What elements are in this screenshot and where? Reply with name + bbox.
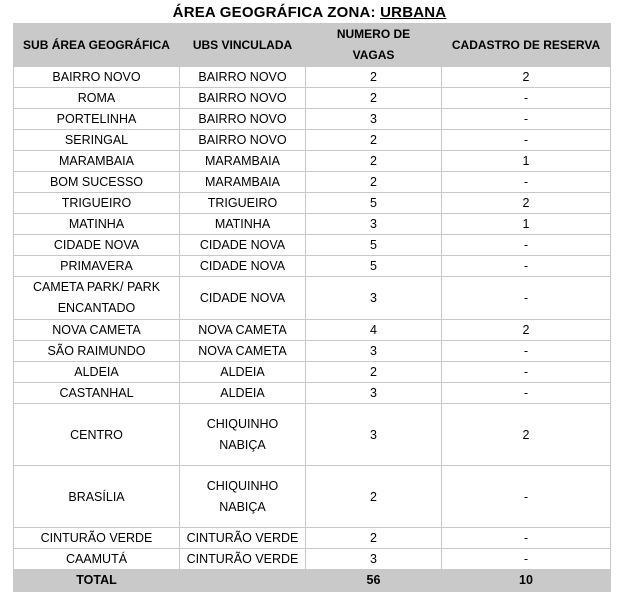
cell-sub-area: BOM SUCESSO: [14, 172, 180, 193]
table-row: [14, 193, 611, 214]
cell-sub-area-text: CAMETA PARK/ PARK ENCANTADO: [32, 280, 161, 315]
cell-ubs: CINTURÃO VERDE: [180, 528, 306, 549]
cell-ubs: MARAMBAIA: [180, 151, 306, 172]
total-row: [14, 570, 611, 592]
cell-ubs: ALDEIA: [180, 362, 306, 383]
cell-sub-area: SERINGAL: [14, 130, 180, 151]
cell-reserva: -: [442, 341, 611, 362]
table-row: [14, 362, 611, 383]
cell-sub-area: SÃO RAIMUNDO: [14, 341, 180, 362]
cell-ubs: CIDADE NOVA: [180, 256, 306, 277]
cell-ubs: MARAMBAIA: [180, 172, 306, 193]
cell-sub-area: MATINHA: [14, 214, 180, 235]
cell-reserva: 1: [442, 151, 611, 172]
cell-sub-area: [14, 277, 180, 320]
cell-sub-area: BRASÍLIA: [14, 466, 180, 528]
table-row: [14, 549, 611, 570]
table-row: [14, 88, 611, 109]
cell-sub-area: TRIGUEIRO: [14, 193, 180, 214]
cell-ubs: NOVA CAMETA: [180, 341, 306, 362]
table-row: [14, 528, 611, 549]
cell-sub-area: CIDADE NOVA: [14, 235, 180, 256]
cell-ubs: CIDADE NOVA: [180, 277, 306, 320]
header-vagas: [306, 24, 442, 67]
table-row: [14, 466, 611, 528]
table-row: [14, 172, 611, 193]
cell-sub-area: PRIMAVERA: [14, 256, 180, 277]
cell-ubs: TRIGUEIRO: [180, 193, 306, 214]
header-vagas-text: NUMERO DE VAGAS: [336, 27, 411, 62]
cell-sub-area: CAAMUTÁ: [14, 549, 180, 570]
table-row: [14, 256, 611, 277]
cell-reserva: -: [442, 172, 611, 193]
cell-vagas: 3: [306, 383, 442, 404]
cell-reserva: -: [442, 466, 611, 528]
cell-ubs: ALDEIA: [180, 383, 306, 404]
cell-sub-area: PORTELINHA: [14, 109, 180, 130]
cell-reserva: -: [442, 130, 611, 151]
cell-ubs: BAIRRO NOVO: [180, 109, 306, 130]
title-zone: URBANA: [380, 4, 447, 21]
table-row: [14, 341, 611, 362]
cell-reserva: -: [442, 383, 611, 404]
cell-vagas: 2: [306, 466, 442, 528]
table-row: [14, 67, 611, 88]
cell-sub-area: CASTANHAL: [14, 383, 180, 404]
cell-vagas: 2: [306, 67, 442, 88]
table-row: [14, 383, 611, 404]
cell-reserva: -: [442, 109, 611, 130]
cell-vagas: 2: [306, 528, 442, 549]
cell-reserva: -: [442, 528, 611, 549]
cell-vagas: 2: [306, 88, 442, 109]
cell-vagas: 2: [306, 362, 442, 383]
cell-vagas: 5: [306, 193, 442, 214]
table-row: [14, 151, 611, 172]
table-header-row: [14, 24, 611, 67]
table-row: [14, 235, 611, 256]
cell-reserva: -: [442, 235, 611, 256]
header-ubs: UBS VINCULADA: [180, 24, 306, 67]
cell-sub-area: ALDEIA: [14, 362, 180, 383]
cell-reserva: 2: [442, 404, 611, 466]
cell-vagas: 4: [306, 320, 442, 341]
cell-vagas: 5: [306, 235, 442, 256]
header-sub-area: SUB ÁREA GEOGRÁFICA: [14, 24, 180, 67]
cell-ubs: NOVA CAMETA: [180, 320, 306, 341]
cell-ubs: BAIRRO NOVO: [180, 67, 306, 88]
cell-ubs: [180, 466, 306, 528]
cell-reserva: -: [442, 362, 611, 383]
cell-vagas: 2: [306, 151, 442, 172]
total-ubs: [180, 570, 306, 592]
cell-sub-area: MARAMBAIA: [14, 151, 180, 172]
cell-vagas: 3: [306, 404, 442, 466]
table-row: [14, 109, 611, 130]
table-row: [14, 320, 611, 341]
cell-reserva: 2: [442, 67, 611, 88]
cell-vagas: 3: [306, 277, 442, 320]
cell-sub-area: BAIRRO NOVO: [14, 67, 180, 88]
cell-sub-area: CENTRO: [14, 404, 180, 466]
cell-sub-area: CINTURÃO VERDE: [14, 528, 180, 549]
table-row: [14, 130, 611, 151]
cell-ubs: CINTURÃO VERDE: [180, 549, 306, 570]
cell-vagas: 2: [306, 172, 442, 193]
cell-reserva: 2: [442, 193, 611, 214]
cell-sub-area: NOVA CAMETA: [14, 320, 180, 341]
table-row: [14, 214, 611, 235]
cell-ubs-text: CHIQUINHO NABIÇA: [206, 478, 279, 514]
cell-reserva: -: [442, 277, 611, 320]
total-label: TOTAL: [14, 570, 180, 592]
cell-ubs: MATINHA: [180, 214, 306, 235]
total-vagas: 56: [306, 570, 442, 592]
cell-reserva: -: [442, 88, 611, 109]
document-title: [0, 4, 619, 22]
cell-sub-area: ROMA: [14, 88, 180, 109]
cell-vagas: 3: [306, 214, 442, 235]
table-row: [14, 277, 611, 320]
cell-reserva: -: [442, 256, 611, 277]
total-reserva: 10: [442, 570, 611, 592]
cell-ubs: BAIRRO NOVO: [180, 88, 306, 109]
cell-ubs-text: CHIQUINHO NABIÇA: [206, 416, 279, 452]
cell-vagas: 3: [306, 109, 442, 130]
cell-vagas: 5: [306, 256, 442, 277]
cell-vagas: 2: [306, 130, 442, 151]
cell-reserva: 2: [442, 320, 611, 341]
vacancy-table: [13, 23, 611, 592]
cell-vagas: 3: [306, 341, 442, 362]
cell-ubs: [180, 404, 306, 466]
cell-reserva: 1: [442, 214, 611, 235]
title-prefix: ÁREA GEOGRÁFICA ZONA:: [172, 4, 376, 21]
cell-vagas: 3: [306, 549, 442, 570]
cell-ubs: CIDADE NOVA: [180, 235, 306, 256]
table-row: [14, 404, 611, 466]
cell-reserva: -: [442, 549, 611, 570]
cell-ubs: BAIRRO NOVO: [180, 130, 306, 151]
header-reserva: CADASTRO DE RESERVA: [442, 24, 611, 67]
